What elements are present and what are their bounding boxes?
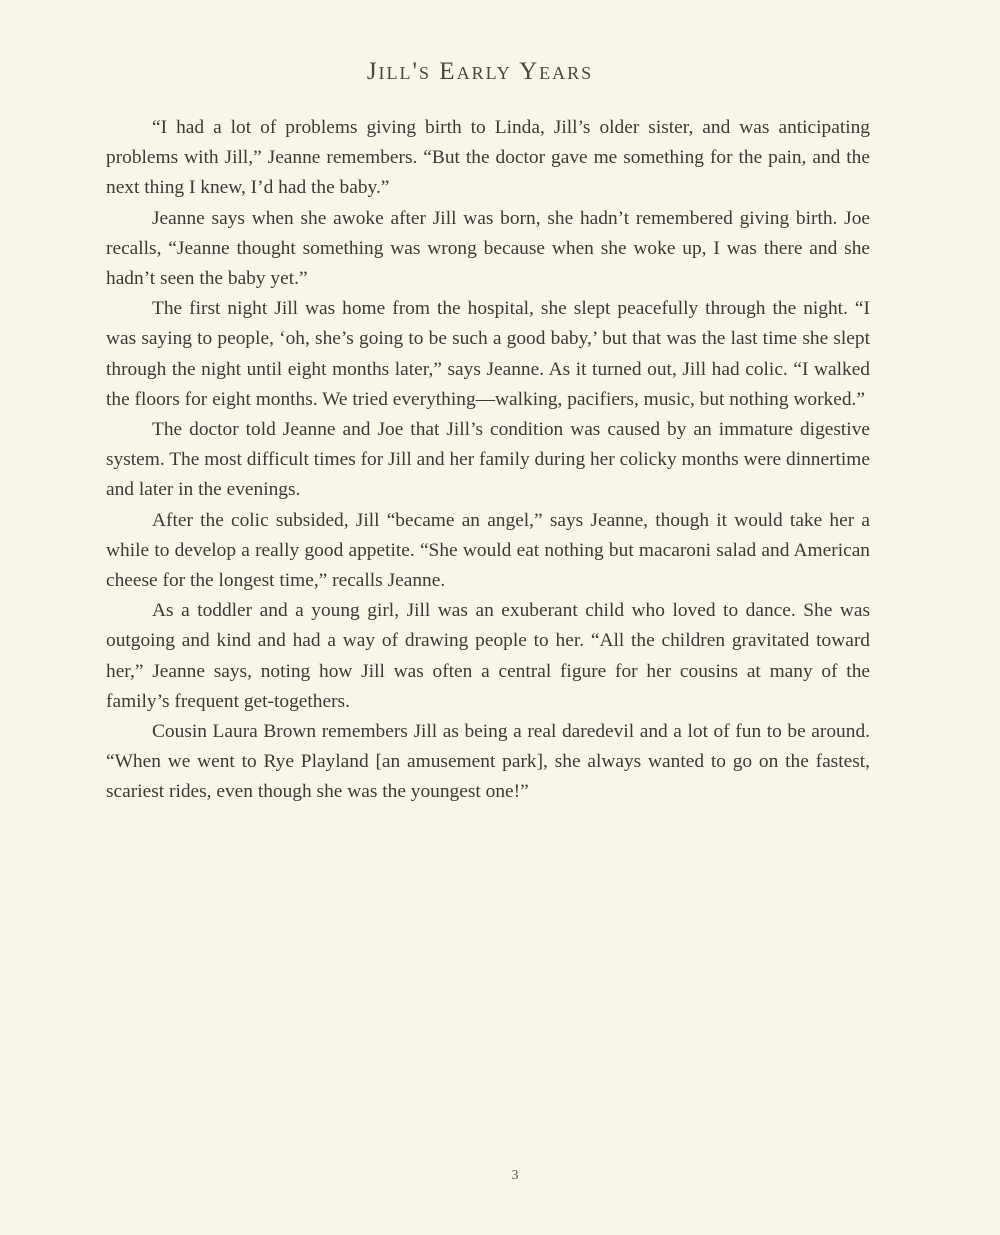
paragraph: Jeanne says when she awoke after Jill was born, she hadn’t remembered giving birth. Joe recalls, “Jeanne thought something was wrong because when she woke up, I was there and she hadn’t seen the baby yet.” (106, 207, 870, 290)
paragraph: The doctor told Jeanne and Joe that Jill’s condition was caused by an immature digestive system. The most difficult times for Jill and her family during her colicky months were dinnertime and later in the evenings. (106, 419, 870, 501)
paragraph: Cousin Laura Brown remembers Jill as being a real daredevil and a lot of fun to be around. “When we went to Rye Playland [an amusement park], she always wanted to go on the fastest, scariest rides, even though she was the youngest one!” (106, 721, 870, 803)
body-text (106, 113, 870, 808)
paragraph: As a toddler and a young girl, Jill was an exuberant child who loved to dance. She was outgoing and kind and had a way of drawing people to her. “All the children gravitated toward her,” Jeanne says, noting how Jill was often a central figure for her cousins at many of the family’s frequent get-togethers. (106, 600, 870, 712)
chapter-title: Jill's Early Years (366, 58, 594, 85)
paragraph: The first night Jill was home from the hospital, she slept peacefully through the night. “I was saying to people, ‘oh, she’s going to be such a good baby,’ but that was the last time she slept through the night until eight months later,” says Jeanne. As it turned out, Jill had colic. “I walked the floors for eight months. We tried everything—walking, pacifiers, music, but nothing worked.” (106, 298, 870, 410)
paragraph: “I had a lot of problems giving birth to Linda, Jill’s older sister, and was anticipating problems with Jill,” Jeanne remembers. “But the doctor gave me something for the pain, and the next thing I knew, I’d had the baby.” (106, 117, 870, 199)
paragraph: After the colic subsided, Jill “became an angel,” says Jeanne, though it would take her a while to develop a really good appetite. “She would eat nothing but macaroni salad and American cheese for the longest time,” recalls Jeanne. (106, 509, 870, 592)
page-number: 3 (511, 1168, 519, 1183)
